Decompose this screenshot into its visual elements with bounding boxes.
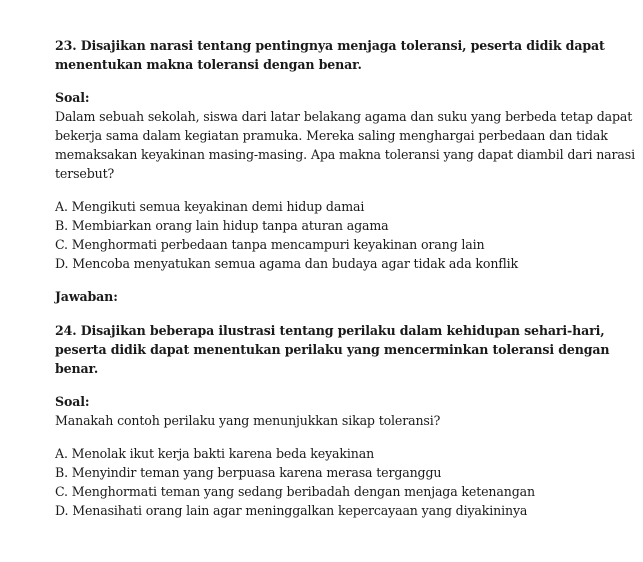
question-23-soal-label: Soal: xyxy=(55,90,90,105)
question-23-options xyxy=(55,197,640,273)
question-23-jawaban-label: Jawaban: xyxy=(55,289,118,304)
question-24-option-a: A. Menolak ikut kerja bakti karena beda keyakinan xyxy=(55,446,375,461)
question-23-option-d: D. Mencoba menyatukan semua agama dan budaya agar tidak ada konflik xyxy=(55,256,519,271)
question-24-option-d: D. Menasihati orang lain agar meninggalkan kepercayaan yang diyakininya xyxy=(55,503,528,518)
question-24-heading: 24. Disajikan beberapa ilustrasi tentang perilaku dalam kehidupan sehari-hari, peserta didik dapat menentukan perilaku yang mencerminkan toleransi dengan benar. xyxy=(55,323,610,376)
question-24-soal-label: Soal: xyxy=(55,394,90,409)
document-page xyxy=(55,36,640,520)
question-23 xyxy=(55,36,640,306)
question-23-option-b: B. Membiarkan orang lain hidup tanpa aturan agama xyxy=(55,218,389,233)
question-24-option-c: C. Menghormati teman yang sedang beribadah dengan menjaga ketenangan xyxy=(55,484,535,499)
question-24-option-b: B. Menyindir teman yang berpuasa karena merasa terganggu xyxy=(55,465,442,480)
question-24-soal-text: Manakah contoh perilaku yang menunjukkan sikap toleransi? xyxy=(55,413,441,428)
question-23-heading: 23. Disajikan narasi tentang pentingnya menjaga toleransi, peserta didik dapat menentukan makna toleransi dengan benar. xyxy=(55,38,605,72)
question-24-options xyxy=(55,444,640,520)
question-24 xyxy=(55,321,640,520)
question-23-option-c: C. Menghormati perbedaan tanpa mencampuri keyakinan orang lain xyxy=(55,237,485,252)
question-23-soal-text: Dalam sebuah sekolah, siswa dari latar belakang agama dan suku yang berbeda tetap dapat bekerja sama dalam kegiatan pramuka. Mereka saling menghargai perbedaan dan tidak memaksakan keyakinan masing-masing. Apa makna toleransi yang dapat diambil dari narasi tersebut? xyxy=(55,109,635,181)
question-23-option-a: A. Mengikuti semua keyakinan demi hidup damai xyxy=(55,199,365,214)
